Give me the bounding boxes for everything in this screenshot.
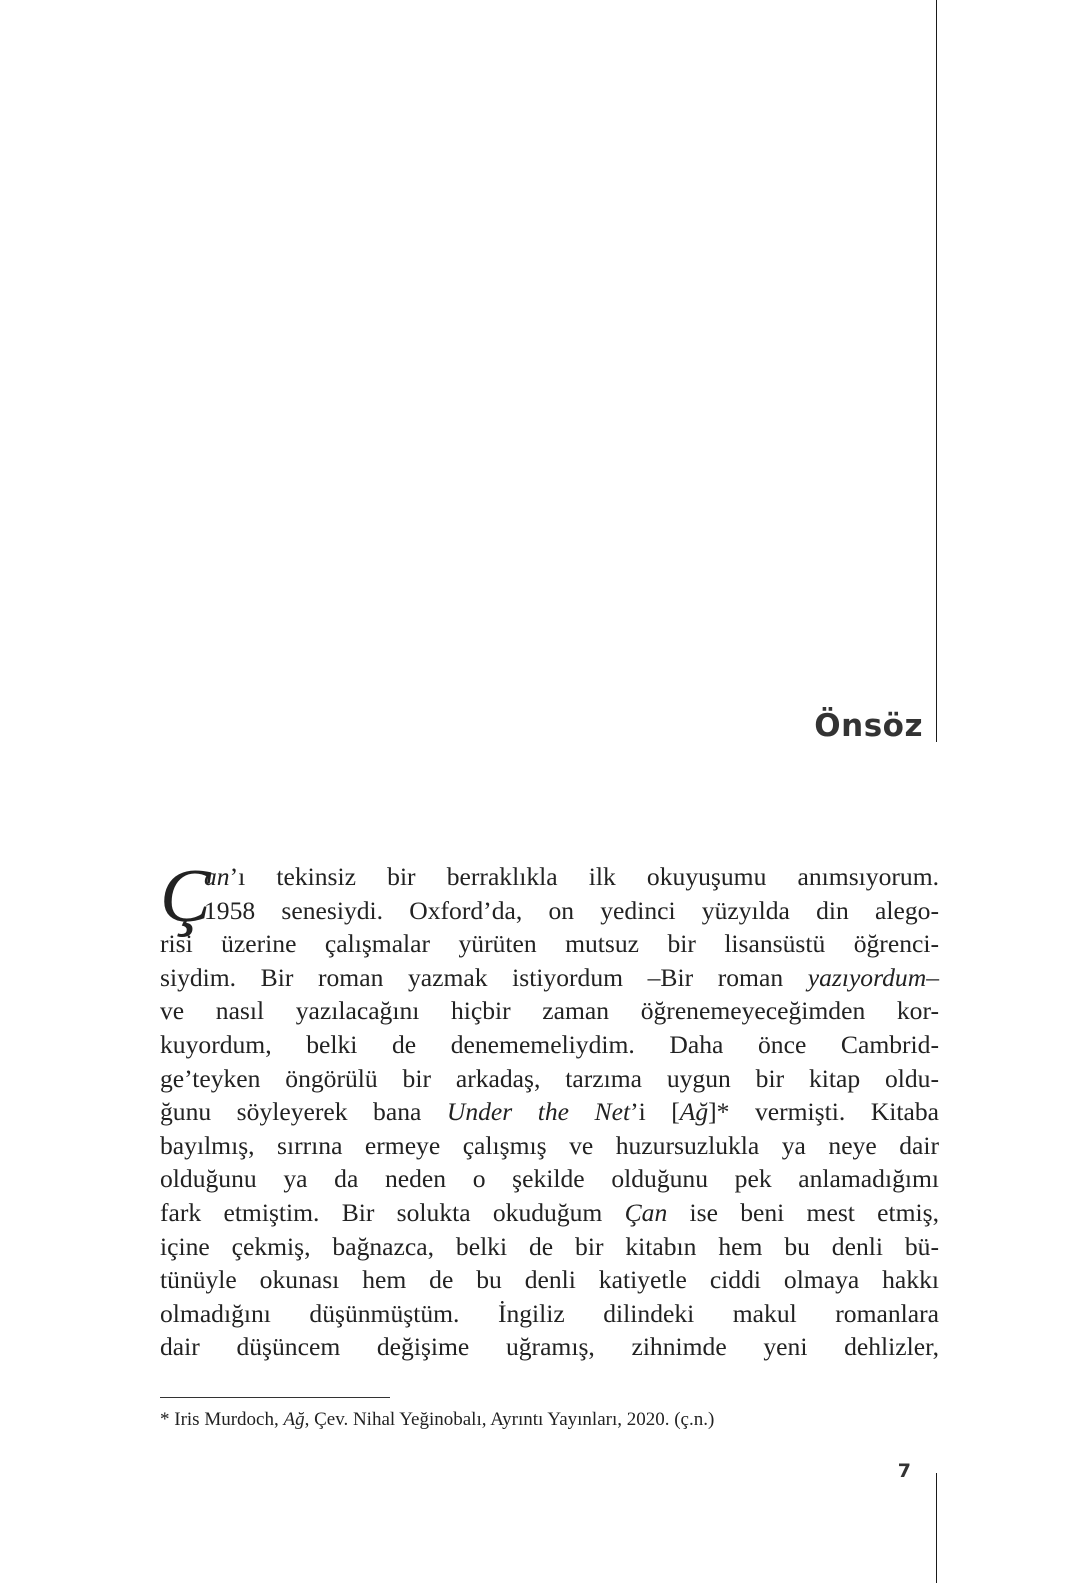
text-run: ise beni mest etmiş, — [667, 1197, 939, 1227]
text-line — [160, 894, 939, 928]
text-line — [160, 1330, 939, 1364]
footnote — [160, 1409, 714, 1431]
italic-text: Ağ — [679, 1097, 709, 1127]
text-run: içine çekmiş, bağnazca, belki de bir kitabın hem bu denli bü- — [160, 1231, 939, 1261]
italic-text: Ağ — [283, 1409, 305, 1430]
text-line — [160, 860, 939, 894]
chapter-title: Önsöz — [814, 708, 923, 744]
text-run: bayılmış, sırrına ermeye çalışmış ve huzursuzlukla ya neye dair — [160, 1130, 939, 1160]
text-run: fark etmiştim. Bir solukta okuduğum — [160, 1197, 625, 1227]
text-run: – — [926, 962, 939, 992]
text-run: ğunu söyleyerek bana — [160, 1097, 447, 1127]
margin-rule-bottom — [936, 1473, 937, 1583]
text-line — [160, 927, 939, 961]
italic-text: yazıyordum — [807, 962, 927, 992]
text-run: ’i [ — [630, 1097, 680, 1127]
text-line — [160, 1297, 939, 1331]
page-number: 7 — [897, 1460, 911, 1482]
footnote-rule — [160, 1397, 390, 1398]
body-paragraph — [160, 854, 939, 1364]
text-line — [160, 961, 939, 995]
text-run: olduğunu ya da neden o şekilde olduğunu pek anlamadığımı — [160, 1164, 939, 1194]
text-line — [160, 1095, 939, 1129]
text-run: kuyordum, belki de denememeliydim. Daha önce Cambrid- — [160, 1029, 939, 1059]
text-run: ve nasıl yazılacağını hiçbir zaman öğrenemeyeceğimden kor- — [160, 996, 939, 1026]
text-run: tünüyle okunası hem de bu denli katiyetle ciddi olmaya hakkı — [160, 1265, 939, 1295]
text-run: ge’teyken öngörülü bir arkadaş, tarzıma uygun bir kitap oldu- — [160, 1063, 939, 1093]
italic-text: an — [204, 862, 230, 891]
drop-cap: Ç — [160, 854, 211, 938]
text-run: olmadığını düşünmüştüm. İngiliz dilindeki makul romanlara — [160, 1298, 939, 1328]
text-run: siydim. Bir roman yazmak istiyordum –Bir roman — [160, 962, 808, 992]
text-run: ]* vermişti. Kitaba — [708, 1097, 939, 1127]
text-line — [160, 1162, 939, 1196]
text-run: dair düşüncem değişime uğramış, zihnimde yeni dehlizler, — [160, 1332, 939, 1362]
italic-text: Under the Net — [446, 1097, 631, 1127]
text-line — [160, 1263, 939, 1297]
text-line — [160, 1028, 939, 1062]
margin-rule-top — [936, 0, 937, 742]
text-line — [160, 1062, 939, 1096]
italic-text: Çan — [624, 1197, 668, 1227]
text-run: risi üzerine çalışmalar yürüten mutsuz bir lisansüstü öğrenci- — [160, 929, 939, 959]
text-run: , Çev. Nihal Yeğinobalı, Ayrıntı Yayınları, 2020. (ç.n.) — [304, 1409, 715, 1430]
text-run: ’ı tekinsiz bir berraklıkla ilk okuyuşumu anımsıyorum. — [229, 862, 939, 891]
text-line — [160, 1230, 939, 1264]
text-run: 1958 senesiydi. Oxford’da, on yedinci yüzyılda din alego- — [204, 895, 939, 925]
text-line — [160, 994, 939, 1028]
text-run: * Iris Murdoch, — [160, 1409, 284, 1430]
text-line — [160, 1129, 939, 1163]
text-line — [160, 1196, 939, 1230]
